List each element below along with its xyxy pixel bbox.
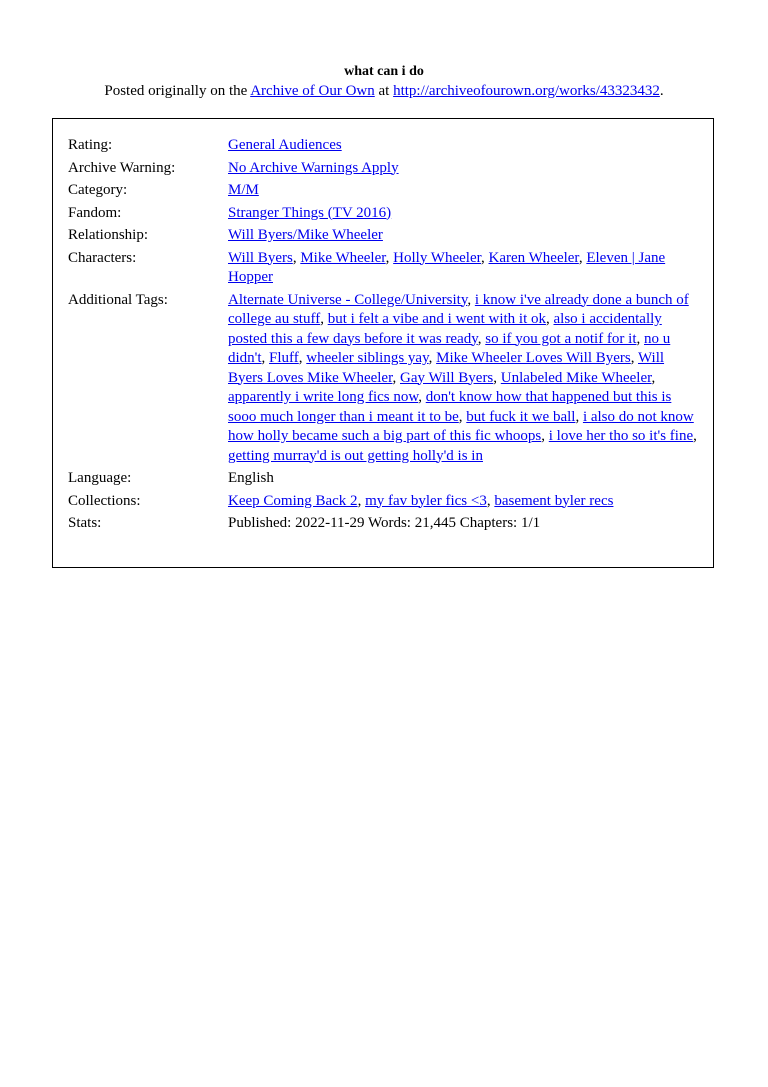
posted-suffix: . [659,83,664,99]
archive-link[interactable]: Archive of Our Own [250,83,375,99]
fandom-link[interactable]: Stranger Things (TV 2016) [228,204,392,221]
metadata-box [52,118,714,568]
character-link[interactable]: Eleven | Jane Hopper [228,249,666,285]
relationship-row [68,226,702,249]
tag-link[interactable]: but fuck it we ball [466,408,576,425]
stats-label: Stats: [68,515,102,531]
characters-label: Characters: [68,249,137,266]
rating-link[interactable]: General Audiences [228,137,342,153]
language-label: Language: [68,470,132,486]
work-url-link[interactable]: http://archiveofourown.org/works/43323432 [393,83,660,99]
collections-label: Collections: [68,492,141,509]
tag-link[interactable]: Alternate Universe - College/University [228,291,468,308]
character-link[interactable]: Will Byers [228,249,293,266]
language-value: English [228,470,274,486]
posted-line [0,81,768,101]
metadata-table [68,136,702,537]
posted-prefix: Posted originally on the [104,83,251,99]
rating-row [68,136,702,159]
tags-label: Additional Tags: [68,291,168,308]
relationship-link[interactable]: Will Byers/Mike Wheeler [228,227,383,243]
work-header [0,63,768,101]
tags-row [68,291,702,470]
tag-link[interactable]: Mike Wheeler Loves Will Byers [436,350,631,366]
posted-middle: at [374,83,394,99]
tag-link[interactable]: also i accidentally posted this a few days before it was ready [228,311,662,347]
tag-link[interactable]: apparently i write long fics now [228,389,419,405]
tag-link[interactable]: Unlabeled Mike Wheeler [500,369,652,386]
relationship-label: Relationship: [68,227,148,243]
warning-link[interactable]: No Archive Warnings Apply [228,159,399,176]
characters-list: Will Byers, Mike Wheeler, Holly Wheeler, Karen Wheeler, Eleven | Jane Hopper [228,249,666,285]
rating-label: Rating: [68,137,113,153]
collections-list: Keep Coming Back 2, my fav byler fics <3, basement byler recs [228,492,614,509]
tag-link[interactable]: no u didn't [228,330,671,366]
character-link[interactable]: Holly Wheeler [393,249,481,266]
collection-link[interactable]: basement byler recs [494,492,614,509]
character-link[interactable]: Karen Wheeler [488,249,579,266]
category-link[interactable]: M/M [228,182,259,198]
collection-link[interactable]: my fav byler fics <3 [365,492,487,509]
category-label: Category: [68,182,128,198]
fandom-label: Fandom: [68,204,122,221]
tag-link[interactable]: i love her tho so it's fine [548,428,694,444]
tag-link[interactable]: getting murray'd is out getting holly'd is in [228,447,483,464]
tag-link[interactable]: wheeler siblings yay [306,350,429,366]
warning-row [68,159,702,182]
tag-link[interactable]: i also do not know how holly became such a big part of this fic whoops [228,408,694,444]
stats-row [68,514,702,537]
stats-value: Published: 2022-11-29 Words: 21,445 Chapters: 1/1 [228,515,541,531]
tag-link[interactable]: so if you got a notif for it [485,330,637,347]
collections-row [68,492,702,515]
character-link[interactable]: Mike Wheeler [300,249,386,266]
tag-link[interactable]: i know i've already done a bunch of college au stuff [228,291,689,327]
characters-row [68,249,702,291]
collection-link[interactable]: Keep Coming Back 2 [228,492,358,509]
language-row [68,469,702,492]
tag-link[interactable]: Will Byers Loves Mike Wheeler [228,350,665,386]
tag-link[interactable]: but i felt a vibe and i went with it ok [327,311,546,327]
tag-link[interactable]: don't know how that happened but this is sooo much longer than i meant it to be [228,389,672,425]
tag-link[interactable]: Gay Will Byers [400,369,494,386]
work-title: what can i do [344,64,424,79]
fandom-row [68,204,702,227]
warning-label: Archive Warning: [68,159,176,176]
tag-link[interactable]: Fluff [269,350,299,366]
category-row [68,181,702,204]
tags-list: Alternate Universe - College/University, i know i've already done a bunch of college au stuff, but i felt a vibe and i went with it ok, also i accidentally posted this a few days before it was ready, so if you got a notif for it, no u didn't, Fluff, wheeler siblings yay, Mike Wheeler Loves Will Byers, Will Byers Loves Mike Wheeler, Gay Will Byers, Unlabeled Mike Wheeler, apparently i write long fics now, don't know how that happened but this is sooo much longer than i meant it to be, but fuck it we ball, i also do not know how holly became such a big part of this fic whoops, i love her tho so it's fine, getting murray'd is out getting holly'd is in [228,291,697,464]
